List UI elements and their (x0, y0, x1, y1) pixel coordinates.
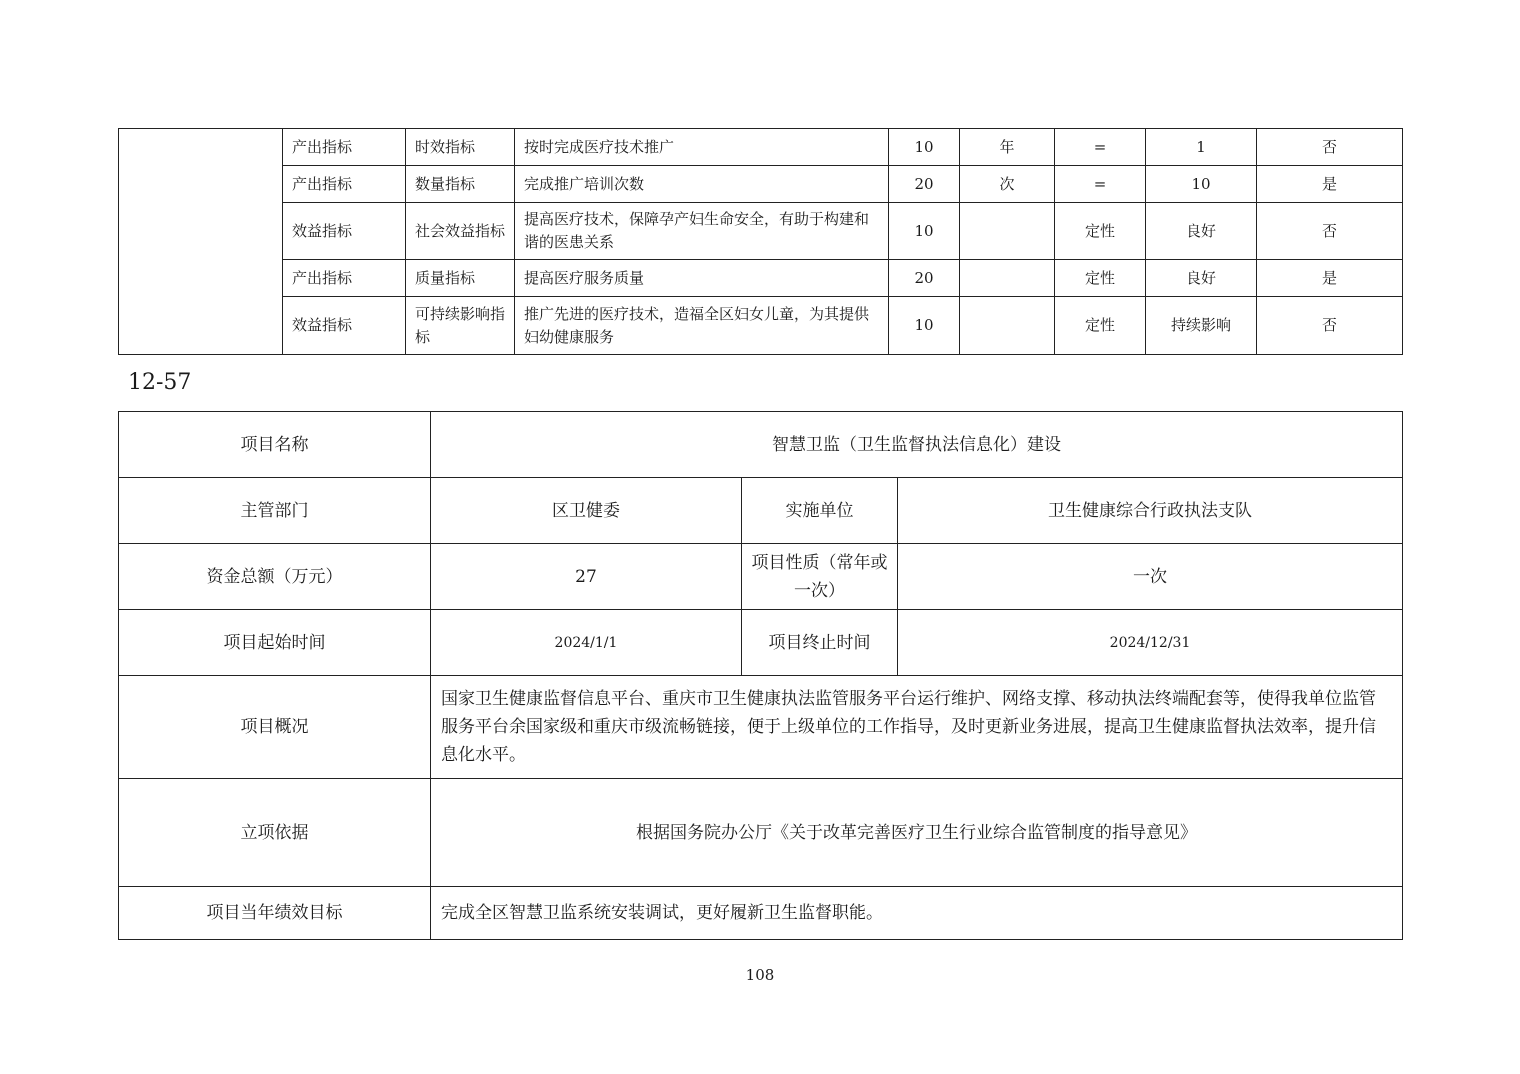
indicator-core: 是 (1257, 260, 1403, 297)
project-info-table (118, 411, 1403, 940)
project-name-label: 项目名称 (119, 412, 431, 478)
page-number: 108 (745, 966, 775, 984)
implementing-unit-label: 实施单位 (742, 478, 898, 544)
overview-row (119, 676, 1403, 779)
level1-indicator: 产出指标 (283, 129, 406, 166)
indicator-content: 提高医疗服务质量 (515, 260, 889, 297)
level2-indicator: 可持续影响指标 (406, 297, 515, 355)
indicator-target: 1 (1146, 129, 1257, 166)
indicator-score: 10 (889, 129, 960, 166)
indicator-unit: 次 (960, 166, 1055, 203)
indicator-content: 提高医疗技术，保障孕产妇生命安全，有助于构建和谐的医患关系 (515, 203, 889, 260)
overview-value: 国家卫生健康监督信息平台、重庆市卫生健康执法监管服务平台运行维护、网络支撑、移动执法终端配套等，使得我单位监管服务平台余国家级和重庆市级流畅链接，便于上级单位的工作指导，及时更新业务进展，提高卫生健康监督执法效率，提升信息化水平。 (431, 676, 1403, 779)
indicator-target: 良好 (1146, 203, 1257, 260)
overview-label: 项目概况 (119, 676, 431, 779)
indicator-target: 持续影响 (1146, 297, 1257, 355)
level1-indicator: 产出指标 (283, 260, 406, 297)
indicator-score: 10 (889, 297, 960, 355)
indicator-operator: 定性 (1055, 297, 1146, 355)
indicator-table (118, 128, 1403, 355)
start-time-label: 项目起始时间 (119, 610, 431, 676)
goal-row (119, 887, 1403, 940)
level1-indicator: 产出指标 (283, 166, 406, 203)
project-nature-value: 一次 (898, 544, 1403, 610)
indicator-blank-cell (119, 129, 283, 355)
section-code: 12-57 (128, 370, 192, 395)
indicator-row (119, 203, 1403, 260)
level2-indicator: 时效指标 (406, 129, 515, 166)
indicator-unit (960, 297, 1055, 355)
indicator-score: 20 (889, 260, 960, 297)
indicator-core: 否 (1257, 297, 1403, 355)
project-name-row (119, 412, 1403, 478)
level1-indicator: 效益指标 (283, 297, 406, 355)
fund-total-value: 27 (431, 544, 742, 610)
basis-label: 立项依据 (119, 779, 431, 887)
level2-indicator: 质量指标 (406, 260, 515, 297)
indicator-score: 20 (889, 166, 960, 203)
indicator-unit (960, 203, 1055, 260)
indicator-operator: = (1055, 129, 1146, 166)
period-row (119, 610, 1403, 676)
indicator-core: 否 (1257, 129, 1403, 166)
indicator-unit: 年 (960, 129, 1055, 166)
project-name-value: 智慧卫监（卫生监督执法信息化）建设 (431, 412, 1403, 478)
level2-indicator: 社会效益指标 (406, 203, 515, 260)
goal-value: 完成全区智慧卫监系统安装调试，更好履新卫生监督职能。 (431, 887, 1403, 940)
indicator-content: 推广先进的医疗技术，造福全区妇女儿童，为其提供妇幼健康服务 (515, 297, 889, 355)
indicator-content: 按时完成医疗技术推广 (515, 129, 889, 166)
implementing-unit-value: 卫生健康综合行政执法支队 (898, 478, 1403, 544)
project-nature-label: 项目性质（常年或一次） (742, 544, 898, 610)
department-value: 区卫健委 (431, 478, 742, 544)
basis-value: 根据国务院办公厅《关于改革完善医疗卫生行业综合监管制度的指导意见》 (431, 779, 1403, 887)
indicator-row (119, 297, 1403, 355)
fund-total-label: 资金总额（万元） (119, 544, 431, 610)
level2-indicator: 数量指标 (406, 166, 515, 203)
department-row (119, 478, 1403, 544)
indicator-target: 良好 (1146, 260, 1257, 297)
indicator-content: 完成推广培训次数 (515, 166, 889, 203)
end-time-value: 2024/12/31 (898, 610, 1403, 676)
indicator-row (119, 166, 1403, 203)
indicator-operator: 定性 (1055, 260, 1146, 297)
department-label: 主管部门 (119, 478, 431, 544)
fund-row (119, 544, 1403, 610)
indicator-operator: = (1055, 166, 1146, 203)
indicator-core: 是 (1257, 166, 1403, 203)
level1-indicator: 效益指标 (283, 203, 406, 260)
indicator-row (119, 129, 1403, 166)
indicator-core: 否 (1257, 203, 1403, 260)
indicator-score: 10 (889, 203, 960, 260)
indicator-target: 10 (1146, 166, 1257, 203)
indicator-row (119, 260, 1403, 297)
indicator-operator: 定性 (1055, 203, 1146, 260)
start-time-value: 2024/1/1 (431, 610, 742, 676)
basis-row (119, 779, 1403, 887)
goal-label: 项目当年绩效目标 (119, 887, 431, 940)
indicator-unit (960, 260, 1055, 297)
end-time-label: 项目终止时间 (742, 610, 898, 676)
